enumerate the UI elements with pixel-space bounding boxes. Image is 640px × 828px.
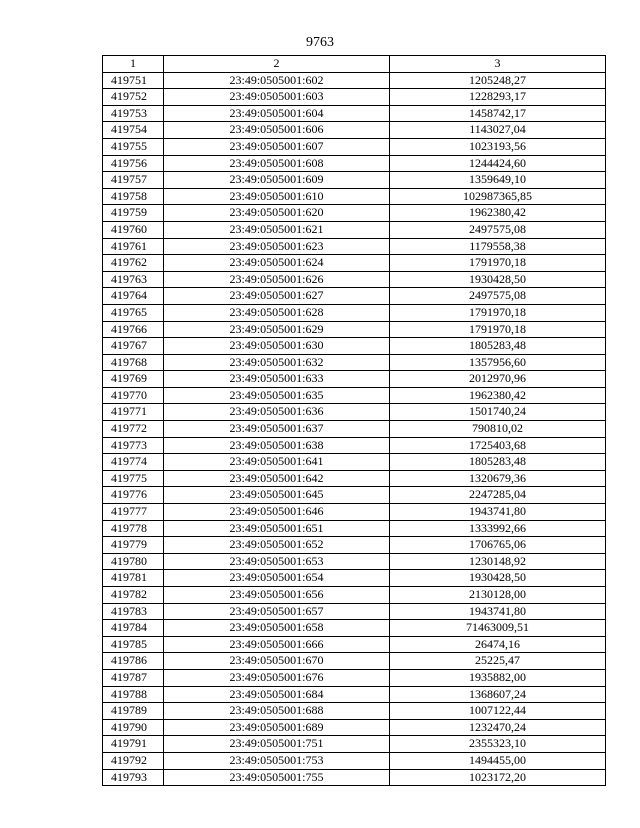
column-header-2: 2 <box>164 56 390 73</box>
column-header-1: 1 <box>103 56 164 73</box>
row-number-cell: 419780 <box>103 553 164 570</box>
row-number-cell: 419757 <box>103 172 164 189</box>
value-cell: 71463009,51 <box>390 620 606 637</box>
cadastral-number-cell: 23:49:0505001:627 <box>164 288 390 305</box>
value-cell: 790810,02 <box>390 421 606 438</box>
value-cell: 1007122,44 <box>390 703 606 720</box>
table-body <box>103 72 606 786</box>
value-cell: 2497575,08 <box>390 288 606 305</box>
value-cell: 1232470,24 <box>390 719 606 736</box>
row-number-cell: 419751 <box>103 72 164 89</box>
table-row <box>103 404 606 421</box>
table-row <box>103 636 606 653</box>
cadastral-number-cell: 23:49:0505001:630 <box>164 338 390 355</box>
value-cell: 26474,16 <box>390 636 606 653</box>
value-cell: 1706765,06 <box>390 537 606 554</box>
table-row <box>103 304 606 321</box>
value-cell: 1228293,17 <box>390 89 606 106</box>
cadastral-number-cell: 23:49:0505001:657 <box>164 603 390 620</box>
cadastral-number-cell: 23:49:0505001:688 <box>164 703 390 720</box>
value-cell: 25225,47 <box>390 653 606 670</box>
value-cell: 1143027,04 <box>390 122 606 139</box>
cadastral-number-cell: 23:49:0505001:656 <box>164 587 390 604</box>
row-number-cell: 419767 <box>103 338 164 355</box>
row-number-cell: 419793 <box>103 769 164 786</box>
value-cell: 1805283,48 <box>390 454 606 471</box>
table-row <box>103 338 606 355</box>
cadastral-number-cell: 23:49:0505001:658 <box>164 620 390 637</box>
table-row <box>103 138 606 155</box>
table-row <box>103 719 606 736</box>
row-number-cell: 419764 <box>103 288 164 305</box>
value-cell: 2130128,00 <box>390 587 606 604</box>
cadastral-number-cell: 23:49:0505001:629 <box>164 321 390 338</box>
table-row <box>103 620 606 637</box>
value-cell: 1791970,18 <box>390 255 606 272</box>
row-number-cell: 419785 <box>103 636 164 653</box>
table-row <box>103 520 606 537</box>
value-cell: 1458742,17 <box>390 105 606 122</box>
cadastral-number-cell: 23:49:0505001:635 <box>164 387 390 404</box>
row-number-cell: 419768 <box>103 354 164 371</box>
table-row <box>103 321 606 338</box>
row-number-cell: 419791 <box>103 736 164 753</box>
cadastral-number-cell: 23:49:0505001:670 <box>164 653 390 670</box>
value-cell: 1023193,56 <box>390 138 606 155</box>
cadastral-number-cell: 23:49:0505001:610 <box>164 188 390 205</box>
table-row <box>103 172 606 189</box>
value-cell: 1962380,42 <box>390 387 606 404</box>
value-cell: 1230148,92 <box>390 553 606 570</box>
value-cell: 1930428,50 <box>390 271 606 288</box>
cadastral-number-cell: 23:49:0505001:637 <box>164 421 390 438</box>
row-number-cell: 419759 <box>103 205 164 222</box>
cadastral-number-cell: 23:49:0505001:684 <box>164 686 390 703</box>
table-row <box>103 769 606 786</box>
row-number-cell: 419789 <box>103 703 164 720</box>
value-cell: 1725403,68 <box>390 437 606 454</box>
cadastral-number-cell: 23:49:0505001:646 <box>164 504 390 521</box>
row-number-cell: 419762 <box>103 255 164 272</box>
value-cell: 1791970,18 <box>390 321 606 338</box>
value-cell: 1962380,42 <box>390 205 606 222</box>
cadastral-number-cell: 23:49:0505001:653 <box>164 553 390 570</box>
cadastral-number-cell: 23:49:0505001:632 <box>164 354 390 371</box>
cadastral-number-cell: 23:49:0505001:620 <box>164 205 390 222</box>
row-number-cell: 419766 <box>103 321 164 338</box>
table-row <box>103 221 606 238</box>
table-row <box>103 155 606 172</box>
cadastral-number-cell: 23:49:0505001:641 <box>164 454 390 471</box>
cadastral-number-cell: 23:49:0505001:604 <box>164 105 390 122</box>
cadastral-number-cell: 23:49:0505001:753 <box>164 752 390 769</box>
table-row <box>103 371 606 388</box>
column-header-3: 3 <box>390 56 606 73</box>
table-row <box>103 421 606 438</box>
cadastral-number-cell: 23:49:0505001:602 <box>164 72 390 89</box>
value-cell: 2012970,96 <box>390 371 606 388</box>
cadastral-number-cell: 23:49:0505001:642 <box>164 470 390 487</box>
value-cell: 2497575,08 <box>390 221 606 238</box>
table-row <box>103 454 606 471</box>
cadastral-number-cell: 23:49:0505001:666 <box>164 636 390 653</box>
row-number-cell: 419755 <box>103 138 164 155</box>
row-number-cell: 419781 <box>103 570 164 587</box>
cadastral-number-cell: 23:49:0505001:676 <box>164 669 390 686</box>
cadastral-number-cell: 23:49:0505001:755 <box>164 769 390 786</box>
row-number-cell: 419752 <box>103 89 164 106</box>
row-number-cell: 419754 <box>103 122 164 139</box>
cadastral-number-cell: 23:49:0505001:606 <box>164 122 390 139</box>
row-number-cell: 419784 <box>103 620 164 637</box>
cadastral-number-cell: 23:49:0505001:626 <box>164 271 390 288</box>
table-row <box>103 238 606 255</box>
table-row <box>103 587 606 604</box>
row-number-cell: 419761 <box>103 238 164 255</box>
row-number-cell: 419765 <box>103 304 164 321</box>
value-cell: 1357956,60 <box>390 354 606 371</box>
table-row <box>103 752 606 769</box>
row-number-cell: 419782 <box>103 587 164 604</box>
cadastral-number-cell: 23:49:0505001:645 <box>164 487 390 504</box>
value-cell: 1368607,24 <box>390 686 606 703</box>
table-row <box>103 570 606 587</box>
cadastral-number-cell: 23:49:0505001:652 <box>164 537 390 554</box>
value-cell: 1179558,38 <box>390 238 606 255</box>
table-row <box>103 669 606 686</box>
value-cell: 102987365,85 <box>390 188 606 205</box>
value-cell: 1205248,27 <box>390 72 606 89</box>
cadastral-number-cell: 23:49:0505001:609 <box>164 172 390 189</box>
value-cell: 1244424,60 <box>390 155 606 172</box>
table-row <box>103 553 606 570</box>
cadastral-number-cell: 23:49:0505001:603 <box>164 89 390 106</box>
value-cell: 1805283,48 <box>390 338 606 355</box>
row-number-cell: 419758 <box>103 188 164 205</box>
row-number-cell: 419783 <box>103 603 164 620</box>
value-cell: 1333992,66 <box>390 520 606 537</box>
table-row <box>103 387 606 404</box>
value-cell: 1930428,50 <box>390 570 606 587</box>
cadastral-number-cell: 23:49:0505001:608 <box>164 155 390 172</box>
row-number-cell: 419786 <box>103 653 164 670</box>
cadastral-number-cell: 23:49:0505001:638 <box>164 437 390 454</box>
table-row <box>103 686 606 703</box>
row-number-cell: 419756 <box>103 155 164 172</box>
cadastral-number-cell: 23:49:0505001:751 <box>164 736 390 753</box>
table-row <box>103 537 606 554</box>
row-number-cell: 419788 <box>103 686 164 703</box>
row-number-cell: 419753 <box>103 105 164 122</box>
row-number-cell: 419774 <box>103 454 164 471</box>
row-number-cell: 419777 <box>103 504 164 521</box>
table-row <box>103 188 606 205</box>
value-cell: 1935882,00 <box>390 669 606 686</box>
table-row <box>103 437 606 454</box>
row-number-cell: 419779 <box>103 537 164 554</box>
table-row <box>103 105 606 122</box>
table-row <box>103 205 606 222</box>
value-cell: 1023172,20 <box>390 769 606 786</box>
table-row <box>103 653 606 670</box>
value-cell: 1501740,24 <box>390 404 606 421</box>
table-row <box>103 487 606 504</box>
table-row <box>103 504 606 521</box>
table-row <box>103 89 606 106</box>
row-number-cell: 419770 <box>103 387 164 404</box>
cadastral-number-cell: 23:49:0505001:633 <box>164 371 390 388</box>
value-cell: 1359649,10 <box>390 172 606 189</box>
cadastral-number-cell: 23:49:0505001:651 <box>164 520 390 537</box>
value-cell: 1943741,80 <box>390 603 606 620</box>
table-row <box>103 271 606 288</box>
row-number-cell: 419769 <box>103 371 164 388</box>
row-number-cell: 419763 <box>103 271 164 288</box>
table-row <box>103 703 606 720</box>
page-number: 9763 <box>306 35 334 50</box>
row-number-cell: 419760 <box>103 221 164 238</box>
table-row <box>103 255 606 272</box>
table-row <box>103 603 606 620</box>
table-header <box>103 56 606 73</box>
cadastral-number-cell: 23:49:0505001:689 <box>164 719 390 736</box>
value-cell: 1494455,00 <box>390 752 606 769</box>
table-row <box>103 354 606 371</box>
registry-table <box>102 55 606 786</box>
cadastral-number-cell: 23:49:0505001:621 <box>164 221 390 238</box>
value-cell: 2247285,04 <box>390 487 606 504</box>
cadastral-number-cell: 23:49:0505001:623 <box>164 238 390 255</box>
table-row <box>103 122 606 139</box>
row-number-cell: 419775 <box>103 470 164 487</box>
row-number-cell: 419771 <box>103 404 164 421</box>
table-row <box>103 736 606 753</box>
value-cell: 1791970,18 <box>390 304 606 321</box>
row-number-cell: 419787 <box>103 669 164 686</box>
cadastral-number-cell: 23:49:0505001:654 <box>164 570 390 587</box>
cadastral-number-cell: 23:49:0505001:624 <box>164 255 390 272</box>
row-number-cell: 419792 <box>103 752 164 769</box>
cadastral-number-cell: 23:49:0505001:607 <box>164 138 390 155</box>
row-number-cell: 419790 <box>103 719 164 736</box>
row-number-cell: 419778 <box>103 520 164 537</box>
value-cell: 1320679,36 <box>390 470 606 487</box>
row-number-cell: 419773 <box>103 437 164 454</box>
row-number-cell: 419772 <box>103 421 164 438</box>
table-row <box>103 288 606 305</box>
value-cell: 2355323,10 <box>390 736 606 753</box>
value-cell: 1943741,80 <box>390 504 606 521</box>
row-number-cell: 419776 <box>103 487 164 504</box>
cadastral-number-cell: 23:49:0505001:636 <box>164 404 390 421</box>
cadastral-number-cell: 23:49:0505001:628 <box>164 304 390 321</box>
header-row <box>103 56 606 73</box>
table-row <box>103 470 606 487</box>
table-row <box>103 72 606 89</box>
